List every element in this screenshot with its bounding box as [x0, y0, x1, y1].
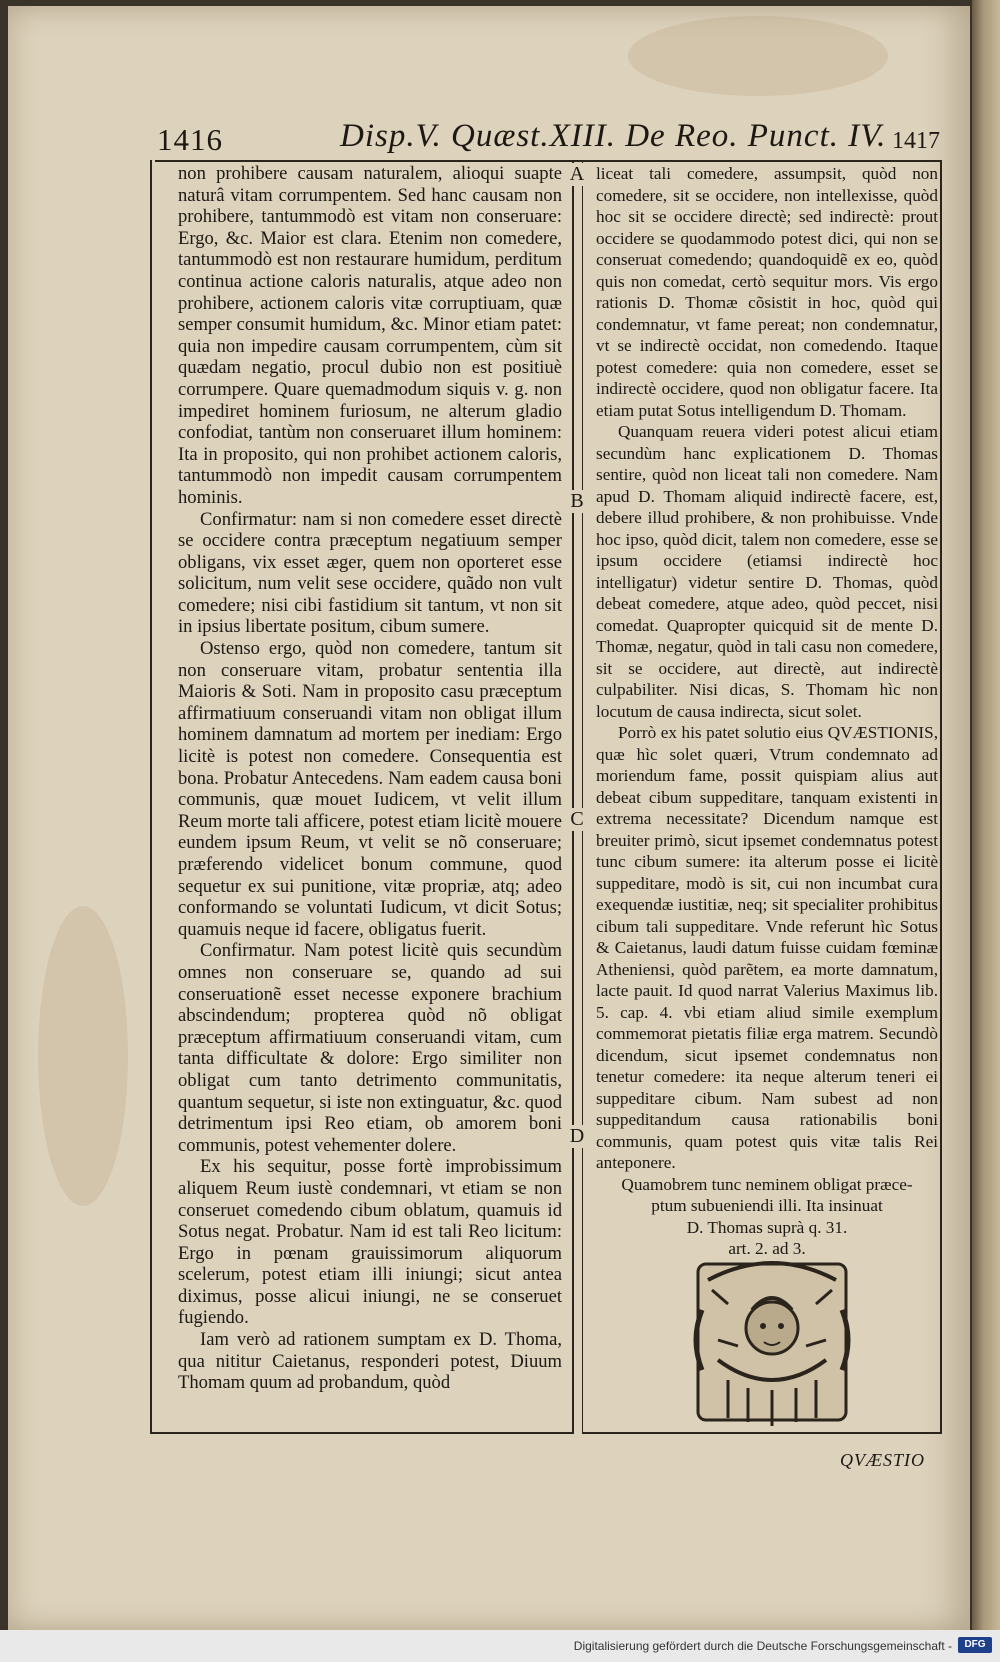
catchword: QVÆSTIO [840, 1450, 926, 1470]
adjacent-page-edge [972, 0, 1000, 1640]
paper-stain [38, 906, 128, 1206]
margin-letter-d: D [569, 1125, 585, 1147]
closing-line: D. Thomas suprà q. 31. [686, 1217, 848, 1237]
ornament-vignette [688, 1250, 856, 1430]
right-text-column [596, 163, 938, 1260]
digitization-footer [0, 1630, 1000, 1662]
margin-letter-b: B [568, 490, 586, 513]
paragraph: Porrò ex his patet solutio eius QVÆSTIONIS, quæ hìc solet quæri, Vtrum condemnato ad moriendum fame, possit quispiam alius aut debeat cibum suppeditare, tanquam existenti in extrema necessitate? Dicendum namque est breuiter primò, sicut ipsemet condemnatus potest tunc cibum sumere: ita alterum posse ei licitè suppeditare, modò is sit, cui non incumbat cura exequendæ iustitiæ, neq; sit specialiter prohibitus cibum tali suppeditare. Vnde referunt hìc Sotus & Caietanus, laudi datum fuisse cuidam fœminæ Atheniensi, quòd parẽtem, ea morte damnatum, lacte pauit. Id quod narrat Valerius Maximus lib. 5. cap. 4. vbi etiam aliud simile exemplum commemorat pietatis filiæ erga matrem. Secundò dicendum, sicut ipsemet condemnatus non tenetur comedere: ita neque alterum teneri ei suppeditare cibum. Nam subest ad non suppeditandum causa rationabilis boni communis, quam potest quis vitæ talis Rei anteponere. [596, 723, 938, 1172]
running-head: Disp.V. Quæst.XIII. De Reo. Punct. IV. [340, 118, 887, 154]
page-number-right: 1417 [892, 128, 940, 154]
paragraph: Confirmatur: nam si non comedere esset directè se occidere contra præceptum negatiuum semper obligans, vix esset æger, quem non oporteret esse solicitum, num velit sese occidere, quãdo non vult comedere; nisi cibi fastidium sit tantum, vt non sit in ipsius libertate positum, cibum sumere. [178, 508, 562, 638]
paragraph: Iam verò ad rationem sumptam ex D. Thoma, qua nititur Caietanus, responderi potest, Diuum Thomam quum ad probandum, quòd [178, 1329, 562, 1394]
paragraph: non prohibere causam naturalem, alioqui suapte naturâ vitam corrumpentem. Sed hanc causam non prohibere, tantummodò est vitam non conseruare: Ergo, &c. Maior est clara. Etenim non comedere, tantummodò est non restaurare humidum, perditum continua actione caloris naturalis, atque adeo non prohibere, actionem caloris vitæ corruptiuam, quæ semper consumit humidum, &c. Minor etiam patet: quia non impedire causam corrumpentem, cùm sit quædam negatio, procul dubio non est positiuè corrumpere. Quare quemadmodum siquis v. g. non impediret hominem furiosum, ne alterum gladio confodiat, tantùm non conseruaret illum hominem: Ita in proposito, qui non prohibet actionem caloris, tantummodò non impedit causam corrumpentem hominis. [178, 163, 562, 508]
dfg-logo: DFG [958, 1637, 992, 1653]
margin-letter-c: C [568, 808, 586, 831]
page-header [155, 118, 940, 162]
page-number-left: 1416 [157, 122, 223, 157]
closing-line: ptum subueniendi illi. Ita insinuat [651, 1196, 883, 1215]
paragraph: Quanquam reuera videri potest alicui etiam secundùm hanc explicationem D. Thomas sentire, quòd non liceat tali non comedere. Nam apud D. Thomam aliquid indirectè facere, est, debere illud prohibere, & non prohibuisse. Vnde hoc ipso, quòd dicit, talem non comedere, esse se ipsum occidere (etiamsi indirectè hoc intelligatur) videtur sentire D. Thomas, quòd debeat comedere, atque adeo, quòd peccet, nisi comedat. Quapropter quicquid sit de mente D. Thomæ, negatur, quòd in tali casu non comedere, sit se occidere, aut directè, aut indirectè culpabiliter. Nisi dicas, S. Thomam hìc non locutum de causa indirecta, sicut solet. [596, 422, 938, 721]
margin-letter-a: A [569, 163, 585, 185]
paragraph: Ex his sequitur, posse fortè improbissimum aliquem Reum iustè condemnari, vt etiam se non conseruet comedendo cibum oblatum, quamuis id Sotus negat. Probatur. Nam id est tali Reo licitum: Ergo in pœnam grauissimorum aliquorum scelerum, potest etiam illi iniungi; sicut antea diximus, posse alicui iniungi, ne se conseruet fugiendo. [178, 1156, 562, 1329]
closing-line: Quamobrem tunc neminem obligat præce- [621, 1174, 913, 1194]
paragraph: Confirmatur. Nam potest licitè quis secundùm omnes non conseruare se, quando ad sui conseruationẽ esset necesse exponere brachium abscindendum; propterea quòd nõ obligat præceptum affirmatiuum conseruandi vitam, cum tanta difficultate & dolore: Ergo similiter non obligat cum tanto detrimento communitatis, quantum sequetur, si iste non extinguatur, &c. quod detrimentum ipsi Reo etiam, ob amorem boni communis, potest vehementer dolere. [178, 940, 562, 1156]
paper-stain [628, 16, 888, 96]
left-text-column [178, 163, 562, 1394]
funding-credit: Digitalisierung gefördert durch die Deutsche Forschungsgemeinschaft - [573, 1639, 952, 1653]
closing-line: art. 2. ad 3. [728, 1239, 806, 1258]
paragraph: Ostenso ergo, quòd non comedere, tantum sit non conseruare vitam, probatur sententia illa Maioris & Soti. Nam in proposito casu præceptum affirmatiuum conseruandi vitam non obligat illum hominem damnatum ad mortem per inediam: Ergo licitè is potest non comedere. Consequentia est bona. Probatur Antecedens. Nam eadem causa boni communis, quæ mouet Iudicem, vt velit illum Reum morte tali afficere, potest etiam licitè mouere eundem ipsum Reum, vt velit se nõ conseruare; præferendo videlicet bonum commune, quod sequetur ex sui punitione, vitæ propriæ, atq; adeo conformando se voluntati Iudicum, vt dicit Sotus; quamuis neque id facere, obligatus fuerit. [178, 638, 562, 940]
paragraph: liceat tali comedere, assumpsit, quòd non comedere, sit se occidere, non intellexisse, quòd hoc sit se occidere directè; sed indirectè: prout occidere se quodammodo potest dici, qui non se conseruat comedendo; quandoquidẽ ex eo, quòd quis non comedat, certò sequitur mors. Vis ergo rationis D. Thomæ cõsistit in hoc, quòd qui condemnatur, vt fame pereat; non condemnatur, vt se indirectè occidat, non comedendo. Itaque potest comedere: quia non comedere, esset se indirectè occidere, quod non obligatur facere. Ita etiam putat Sotus intelligendum D. Thomam. [596, 164, 938, 420]
